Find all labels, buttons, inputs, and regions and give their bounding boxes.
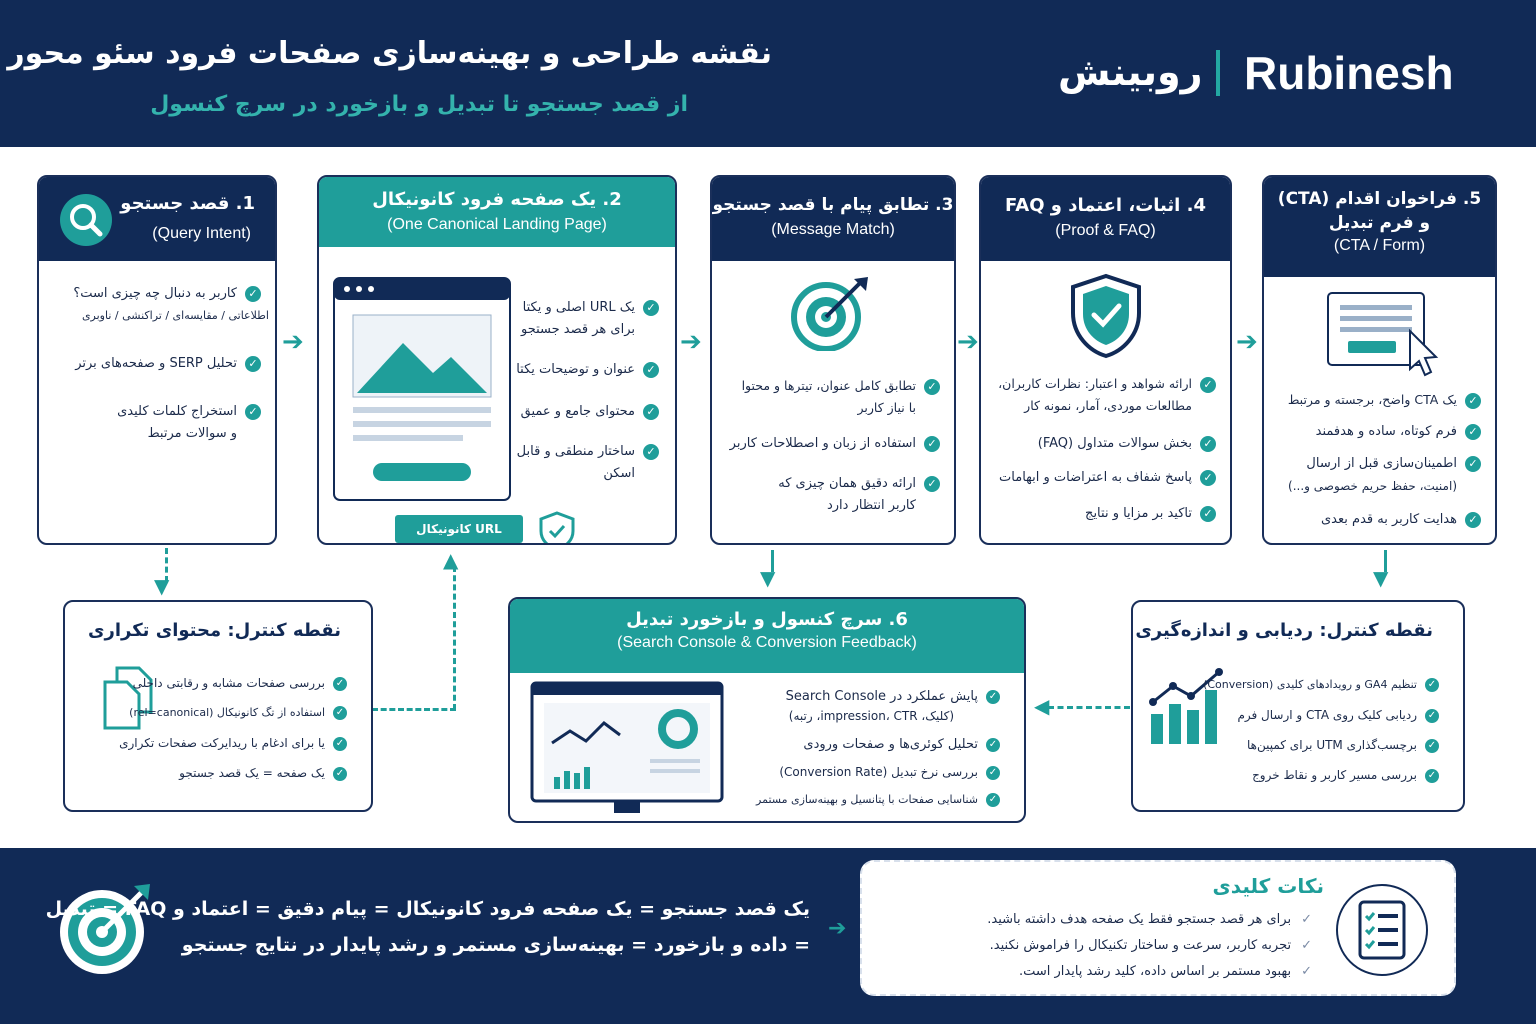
search-console-item-1b: (کلیک، impression، CTR، رتبه) (788, 709, 954, 723)
page-title: نقشه طراحی و بهینه‌سازی صفحات فرود سئو محور (7, 36, 772, 71)
step-4-header (981, 177, 1230, 261)
step-5-item-2: ✓فرم کوتاه، ساده و هدفمند (1316, 421, 1481, 443)
step-2-card (317, 175, 677, 545)
checkpoint-tracking-title: نقطه کنترل: ردیابی و اندازه‌گیری (1135, 620, 1433, 641)
checkpoint-duplicate-item-4: ✓یک صفحه = یک قصد جستجو (179, 766, 347, 781)
step-5-card (1262, 175, 1497, 545)
search-icon (59, 193, 113, 247)
target-icon (788, 275, 872, 351)
shield-check-icon (537, 511, 577, 545)
step-2-item-3: ✓محتوای جامع و عمیق (521, 401, 659, 423)
search-console-header (510, 599, 1024, 673)
connector-checkpoint-step2-h (372, 708, 456, 711)
formula-line-2: = داده و بازخورد = بهینه‌سازی مستمر و رشد پایدار در نتایج جستجو (181, 934, 810, 956)
connector-tracking-sc (1048, 706, 1130, 709)
brand-name-fa: روبینش (1058, 50, 1203, 94)
step-5-item-1: ✓یک CTA واضح، برجسته و مرتبط (1288, 389, 1481, 411)
arrow-down-checkpoint-dup: ▼ (154, 574, 170, 598)
step-5-item-4: ✓هدایت کاربر به قدم بعدی (1321, 509, 1481, 531)
checkpoint-duplicate-title: نقطه کنترل: محتوای تکراری (87, 620, 341, 641)
step-5-title-line2: و فرم تبدیل (1328, 213, 1431, 233)
footer-banner (0, 848, 1536, 1024)
connector-checkpoint-step2-v (453, 566, 456, 710)
step-5-header (1264, 177, 1495, 277)
step-1-card (37, 175, 277, 545)
step-2-title: 2. یک صفحه فرود کانونیکال (372, 189, 622, 210)
target-arrow-icon (58, 880, 154, 976)
shield-icon (1069, 273, 1143, 359)
keypoints-box (860, 860, 1456, 996)
step-2-header (319, 177, 675, 247)
step-3-item-2: ✓استفاده از زبان و اصطلاحات کاربر (730, 433, 940, 455)
checklist-icon (1336, 884, 1428, 976)
form-cursor-icon (1326, 291, 1440, 377)
step-2-item-2: ✓عنوان و توضیحات یکتا (516, 359, 659, 381)
brand-divider (1216, 50, 1220, 96)
step-4-item-4: ✓تاکید بر مزایا و نتایج (1085, 503, 1216, 525)
checkpoint-tracking-item-2: ✓ردیابی کلیک روی CTA و ارسال فرم (1237, 708, 1439, 723)
arrow-to-keypoints: ➔ (828, 916, 847, 941)
step-4-subtitle: (Proof & FAQ) (1055, 222, 1156, 239)
checkpoint-tracking-item-1: ✓تنظیم GA4 و رویدادهای کلیدی (Conversion) (1203, 678, 1439, 692)
step-3-item-1: ✓تطابق کامل عنوان، تیترها و محتوا با نیاز کاربر (742, 375, 940, 419)
landing-page-icon (333, 277, 513, 507)
step-1-title: 1. قصد جستجو (120, 193, 255, 214)
step-4-item-2: ✓بخش سوالات متداول (FAQ) (1038, 433, 1216, 455)
arrow-1-2: ➔ (282, 327, 304, 357)
checkpoint-tracking-card (1131, 600, 1465, 812)
step-1-header (39, 177, 275, 261)
checkpoint-duplicate-item-3: ✓یا برای ادغام با ریدایرکت صفحات تکراری (119, 736, 347, 751)
arrow-down-search-console: ▼ (760, 566, 776, 590)
arrow-left-search-console: ◀ (1034, 694, 1050, 718)
checkpoint-duplicate-item-1: ✓بررسی صفحات مشابه و رقابتی داخلی (133, 676, 347, 691)
step-5-subtitle: (CTA / Form) (1333, 237, 1426, 254)
step-1-subtitle: (Query Intent) (152, 225, 251, 242)
page-subtitle: از قصد جستجو تا تبدیل و بازخورد در سرچ کنسول (150, 92, 688, 117)
step-1-item-1: ✓کاربر به دنبال چه چیزی است؟ اطلاعاتی / مقایسه‌ای / تراکنشی / ناوبری (73, 286, 269, 322)
search-console-card (508, 597, 1026, 823)
search-console-item-3: ✓بررسی نرخ تبدیل (Conversion Rate) (779, 765, 1000, 780)
arrow-up-step2: ▲ (443, 548, 459, 572)
arrow-4-5: ➔ (1236, 327, 1258, 357)
step-3-header (712, 177, 954, 261)
step-2-subtitle: (One Canonical Landing Page) (387, 216, 607, 233)
step-3-card (710, 175, 956, 545)
checkpoint-duplicate-item-2: ✓استفاده از تگ کانونیکال (rel=canonical) (129, 706, 347, 720)
arrow-3-4: ➔ (957, 327, 979, 357)
step-4-item-1: ✓ارائه شواهد و اعتبار: نظرات کاربران، مطالعات موردی، آمار، نمونه کار (998, 373, 1216, 417)
checkpoint-tracking-item-3: ✓برچسب‌گذاری UTM برای کمپین‌ها (1247, 738, 1439, 753)
search-console-item-2: ✓تحلیل کوئری‌ها و صفحات ورودی (803, 737, 1000, 752)
search-console-item-4: ✓شناسایی صفحات با پتانسیل و بهینه‌سازی مستمر (756, 793, 1000, 807)
step-5-item-3: ✓اطمینان‌سازی قبل از ارسال (امنیت، حفظ حریم خصوصی و...) (1288, 453, 1481, 497)
keypoints-title: نکات کلیدی (1212, 874, 1324, 898)
step-1-item-3: ✓استخراج کلمات کلیدی و سوالات مرتبط (117, 401, 261, 445)
step-2-item-4: ✓ساختار منطقی و قابل اسکن (517, 441, 659, 485)
checkpoint-tracking-item-4: ✓بررسی مسیر کاربر و نقاط خروج (1252, 768, 1439, 783)
search-console-item-1: ✓پایش عملکرد در Search Console (786, 689, 1000, 704)
arrow-down-tracking: ▼ (1373, 566, 1389, 590)
keypoint-1: ✓برای هر قصد جستجو فقط یک صفحه هدف داشته باشید. (987, 912, 1312, 927)
header-banner (0, 0, 1536, 147)
step-3-item-3: ✓ارائه دقیق همان چیزی که کاربر انتظار دارد (778, 473, 940, 517)
keypoint-3: ✓بهبود مستمر بر اساس داده، کلید رشد پایدار است. (1018, 964, 1312, 979)
step-4-title: 4. اثبات، اعتماد و FAQ (1005, 195, 1206, 216)
checkpoint-duplicate-card (63, 600, 373, 812)
analytics-monitor-icon (530, 681, 726, 819)
step-3-subtitle: (Message Match) (771, 221, 895, 238)
canonical-url-badge: URL کانونیکال (395, 515, 523, 543)
search-console-title: 6. سرچ کنسول و بازخورد تبدیل (626, 609, 908, 630)
formula-line-1: یک قصد جستجو = یک صفحه فرود کانونیکال = پیام دقیق = اعتماد و FAQ = تبدیل (45, 898, 810, 920)
search-console-subtitle: (Search Console & Conversion Feedback) (617, 634, 917, 651)
brand-name-en: Rubinesh (1244, 47, 1454, 99)
step-2-item-1: ✓یک URL اصلی و یکتا برای هر قصد جستجو (521, 297, 659, 341)
step-5-title: 5. فراخوان اقدام (CTA) (1277, 189, 1482, 209)
step-4-item-3: ✓پاسخ شفاف به اعتراضات و ابهامات (999, 467, 1216, 489)
step-1-item-2: ✓تحلیل SERP و صفحه‌های برتر (75, 353, 261, 375)
arrow-2-3: ➔ (680, 327, 702, 357)
step-4-card (979, 175, 1232, 545)
step-3-title: 3. تطابق پیام با قصد جستجو (712, 195, 954, 215)
keypoint-2: ✓تجربه کاربر، سرعت و ساختار تکنیکال را فراموش نکنید. (989, 938, 1312, 953)
